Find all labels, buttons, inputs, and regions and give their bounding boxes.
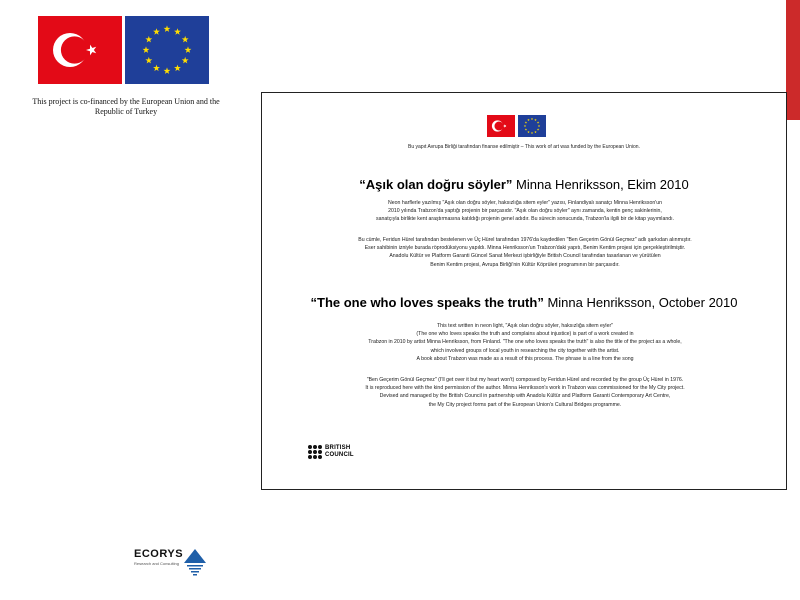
eu-star-icon (174, 28, 181, 35)
para-line: (The one who loves speaks the truth and complains about injustice) is part of a work created in (416, 331, 634, 338)
cofinance-line-2: Republic of Turkey (94, 107, 158, 116)
eu-star-icon (185, 46, 192, 53)
title-tr-text: “Aşık olan doğru söyler” (359, 177, 513, 192)
british-council-logo (308, 445, 354, 459)
paragraph-tr-2 (282, 236, 768, 269)
eu-star-icon (182, 36, 189, 43)
eu-star-icon (527, 119, 529, 121)
para-line: "Ben Geçerim Gönül Geçmez" (I'll get over it but my heart won't) composed by Feridun Hürel and recorded by the group Üç Hürel in 1976. (366, 377, 684, 383)
title-en-credit: Minna Henriksson, October 2010 (547, 295, 738, 310)
para-line: It is reproduced here with the kind permission of the author. Minna Henriksson's work in Trabzon was commissioned for the My City project. (365, 385, 685, 392)
eu-star-icon (182, 57, 189, 64)
para-line: Benim Kentim projesi, Avrupa Birliği'nin Kültür Köprüleri programının bir parçasıdır. (430, 261, 620, 268)
title-tr-credit: Minna Henriksson, Ekim 2010 (516, 177, 689, 192)
eu-star-icon (527, 131, 529, 133)
bc-line-1: BRITISH (325, 445, 351, 451)
eu-star-icon (537, 128, 539, 130)
bc-line-2: COUNCIL (325, 452, 354, 458)
eu-star-icon (153, 65, 160, 72)
accent-bar (786, 0, 800, 120)
poster-image (261, 92, 787, 490)
eu-star-icon (174, 65, 181, 72)
poster-eu-flag (518, 115, 546, 137)
para-line: which involved groups of local youth in researching the city together with the artist. (430, 347, 620, 354)
eu-star-icon (525, 121, 527, 123)
eu-flag (125, 16, 209, 84)
eu-star-icon (534, 119, 536, 121)
poster-turkey-flag (487, 115, 515, 137)
eu-star-icon (537, 121, 539, 123)
british-council-dots-icon (308, 445, 322, 459)
ecorys-triangle-icon (184, 549, 206, 584)
para-line: Devised and managed by the British Council in partnership with Anadolu Kültür and Platform Garanti Contemporary Art Centre, (379, 393, 671, 400)
para-line: Eser sahibinin izniyle burada röprodüksiyonu yapıldı. Minna Henriksson'un Trabzon'daki yapıtı, Benim Kentim projesi için gerçekleştirilmiştir. (364, 245, 686, 252)
paragraph-en-1 (282, 322, 768, 363)
para-line: Bu cümle, Feridun Hürel tarafından bestelenen ve Üç Hürel tarafından 1976'da kaydedilen "Ben Geçerim Gönül Geçmez" adlı şarkıdan alınmıştır. (358, 237, 692, 243)
eu-star-icon (143, 46, 150, 53)
eu-star-icon (524, 125, 526, 127)
ecorys-logo (134, 548, 183, 566)
cofinance-note (26, 97, 226, 117)
eu-star-icon (531, 118, 533, 120)
eu-star-icon (164, 25, 171, 32)
eu-star-icon (534, 131, 536, 133)
title-en-text: “The one who loves speaks the truth” (310, 295, 544, 310)
eu-star-icon (145, 57, 152, 64)
eu-star-icon (153, 28, 160, 35)
ecorys-tagline: Research and Consulting (134, 561, 179, 566)
paragraph-tr-1 (282, 199, 768, 224)
paragraph-en-2 (282, 376, 768, 409)
eu-star-icon (525, 128, 527, 130)
para-line: sanatçıyla birlikte kent araştırmasına katıldığı projenin genel adıdır. Bu sürecin sonucunda, Trabzon'la ilgili bir de kitap yayımlandı. (376, 216, 674, 223)
cofinance-line-1: This project is co-financed by the European Union and the (32, 97, 220, 106)
eu-star-icon (531, 132, 533, 134)
para-line: A book about Trabzon was made as a result of this process. The phrase is a line from the song (416, 355, 634, 362)
para-line: This text written in neon light, "Aşık olan doğru söyler, haksızlığa sitem eyler" (436, 323, 614, 329)
para-line: Neon harflerle yazılmış "Aşık olan doğru söyler, haksızlığa sitem eyler" yazısı, Finlandiyalı sanatçı Minna Henriksson'un (388, 200, 662, 206)
para-line: Anadolu Kültür ve Platform Garanti Güncel Sanat Merkezi işbirliğiyle British Council tarafından tasarlanan ve yürütülen (389, 253, 661, 260)
poster-title-en (262, 295, 786, 310)
para-line: Trabzon in 2010 by artist Minna Henriksson, from Finland. "The one who loves speaks the truth" is also the title of the project as a whole, (368, 339, 682, 346)
eu-star-icon (164, 67, 171, 74)
para-line: the My City project forms part of the European Union's Cultural Bridges programme. (428, 401, 622, 408)
eu-star-icon (145, 36, 152, 43)
eu-star-icon (538, 125, 540, 127)
poster-caption: Bu yapıt Avrupa Birliği tarafından finanse edilmiştir – This work of art was funded by the European Union. (408, 144, 640, 150)
ecorys-name: ECORYS (134, 548, 184, 560)
poster-title-tr (262, 177, 786, 192)
turkey-flag (38, 16, 122, 84)
para-line: 2010 yılında Trabzon'da yaptığı projenin bir parçasıdır. "Aşık olan doğru söyler" aynı zamanda, kentin genç sakinlerinin, (388, 208, 662, 215)
